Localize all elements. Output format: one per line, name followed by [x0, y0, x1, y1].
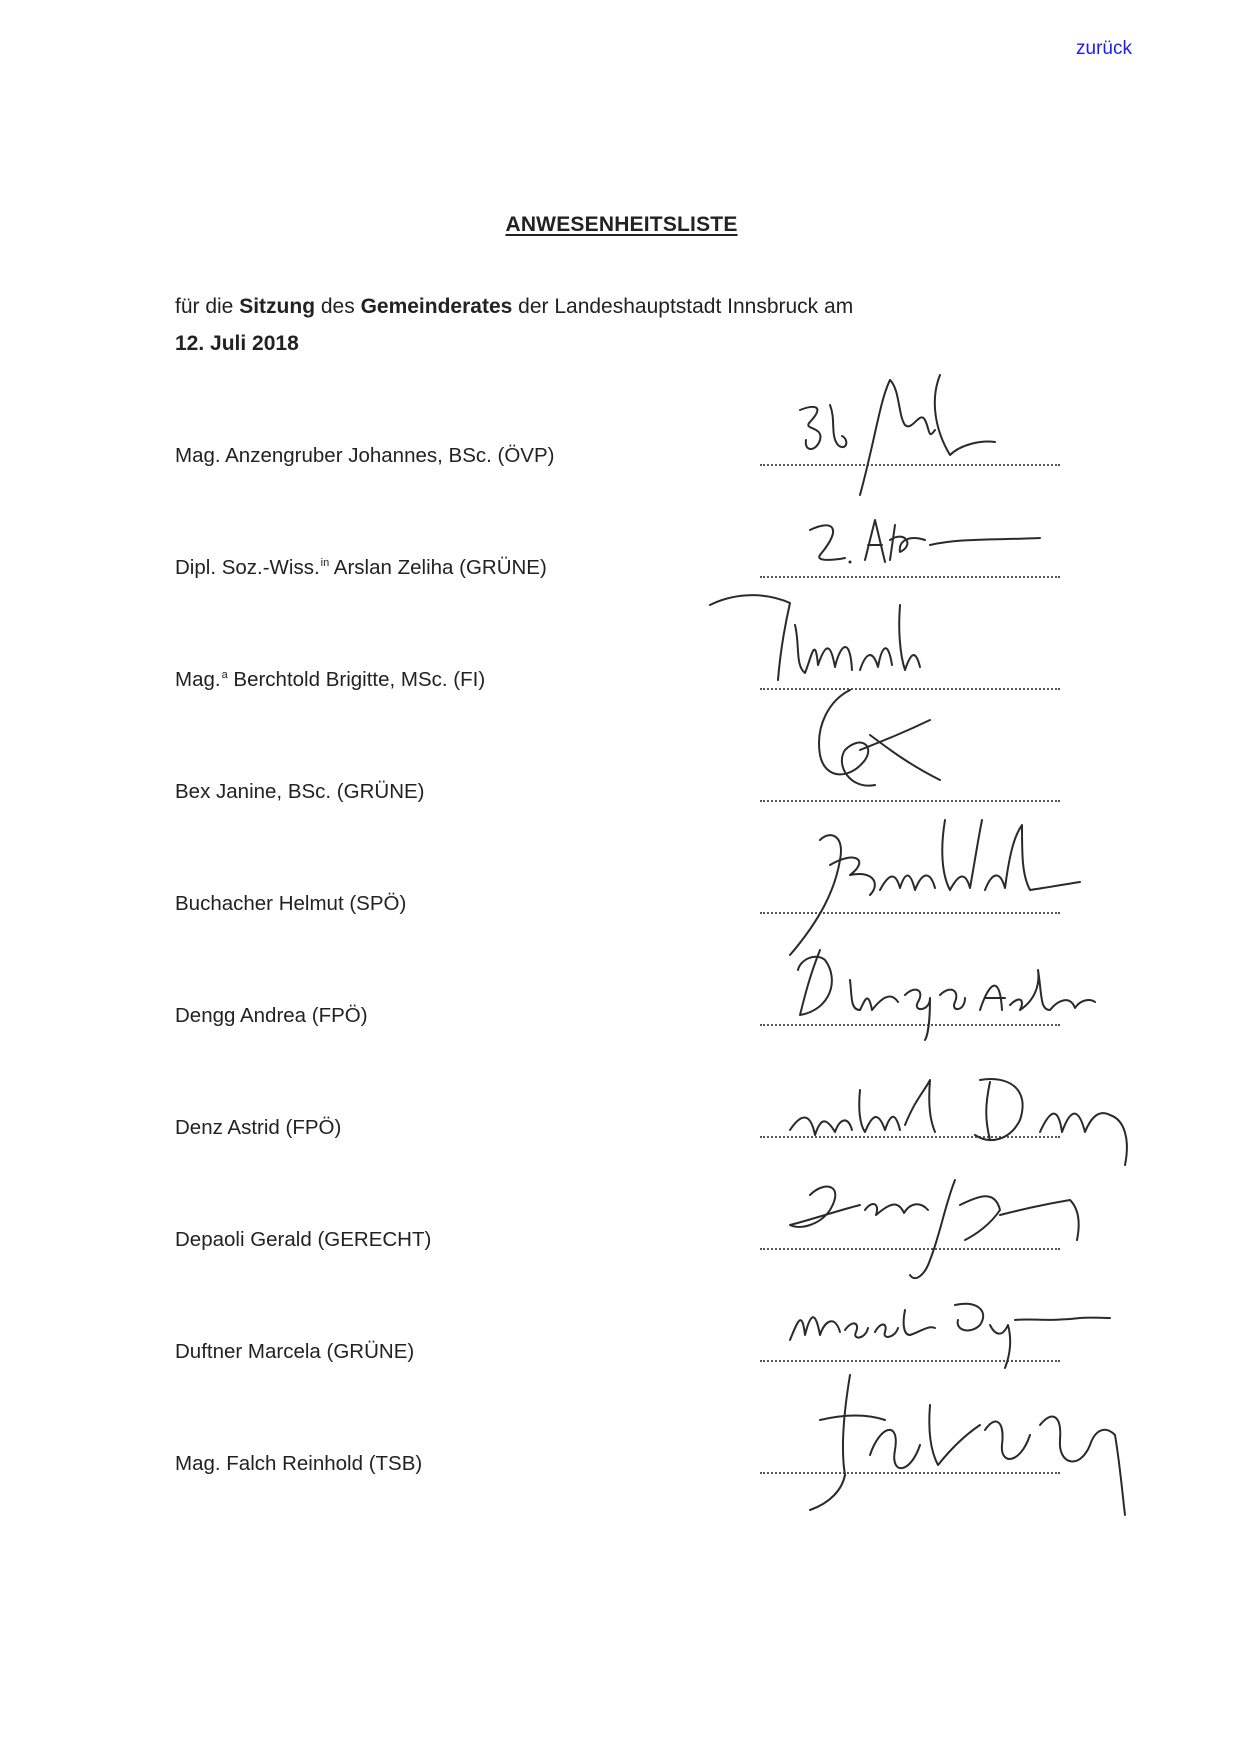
intro-text	[175, 288, 853, 362]
signature-dengg	[780, 940, 1100, 1040]
meeting-date: 12. Juli 2018	[175, 332, 299, 355]
intro-prefix: für die	[175, 295, 240, 318]
signature-depaoli	[780, 1165, 1110, 1295]
signature-anzengruber	[780, 360, 1020, 500]
signature-denz	[780, 1060, 1160, 1180]
intro-session: Sitzung	[239, 295, 316, 318]
attendee-name: Mag. Falch Reinhold (TSB)	[175, 1452, 423, 1475]
intro-line	[175, 288, 853, 325]
attendee-name: Dipl. Soz.-Wiss.$^{in}$ Arslan Zeliha (GRÜNE)	[175, 556, 547, 579]
attendee-name: Buchacher Helmut (SPÖ)	[175, 892, 407, 915]
document-title: ANWESENHEITSLISTE	[505, 213, 738, 236]
intro-middle: des	[315, 295, 361, 318]
intro-suffix: der Landeshauptstadt Innsbruck am	[512, 295, 854, 318]
signature-berchtold	[700, 585, 1020, 695]
attendee-name: Denz Astrid (FPÖ)	[175, 1116, 342, 1139]
attendee-name: Duftner Marcela (GRÜNE)	[175, 1340, 415, 1363]
signature-arslan	[790, 500, 1050, 590]
signature-falch	[790, 1365, 1150, 1515]
signature-duftner	[780, 1290, 1120, 1370]
signature-bex	[790, 680, 990, 820]
intro-council: Gemeinderates	[360, 295, 513, 318]
attendee-name: Mag. Anzengruber Johannes, BSc. (ÖVP)	[175, 444, 555, 467]
attendee-name: Depaoli Gerald (GERECHT)	[175, 1228, 432, 1251]
attendee-name: Dengg Andrea (FPÖ)	[175, 1004, 368, 1027]
attendee-name: Bex Janine, BSc. (GRÜNE)	[175, 780, 425, 803]
attendee-name: Mag.$^a$ Berchtold Brigitte, MSc. (FI)	[175, 668, 486, 691]
signature-buchacher	[760, 800, 1100, 960]
back-link[interactable]: zurück	[1076, 38, 1132, 59]
